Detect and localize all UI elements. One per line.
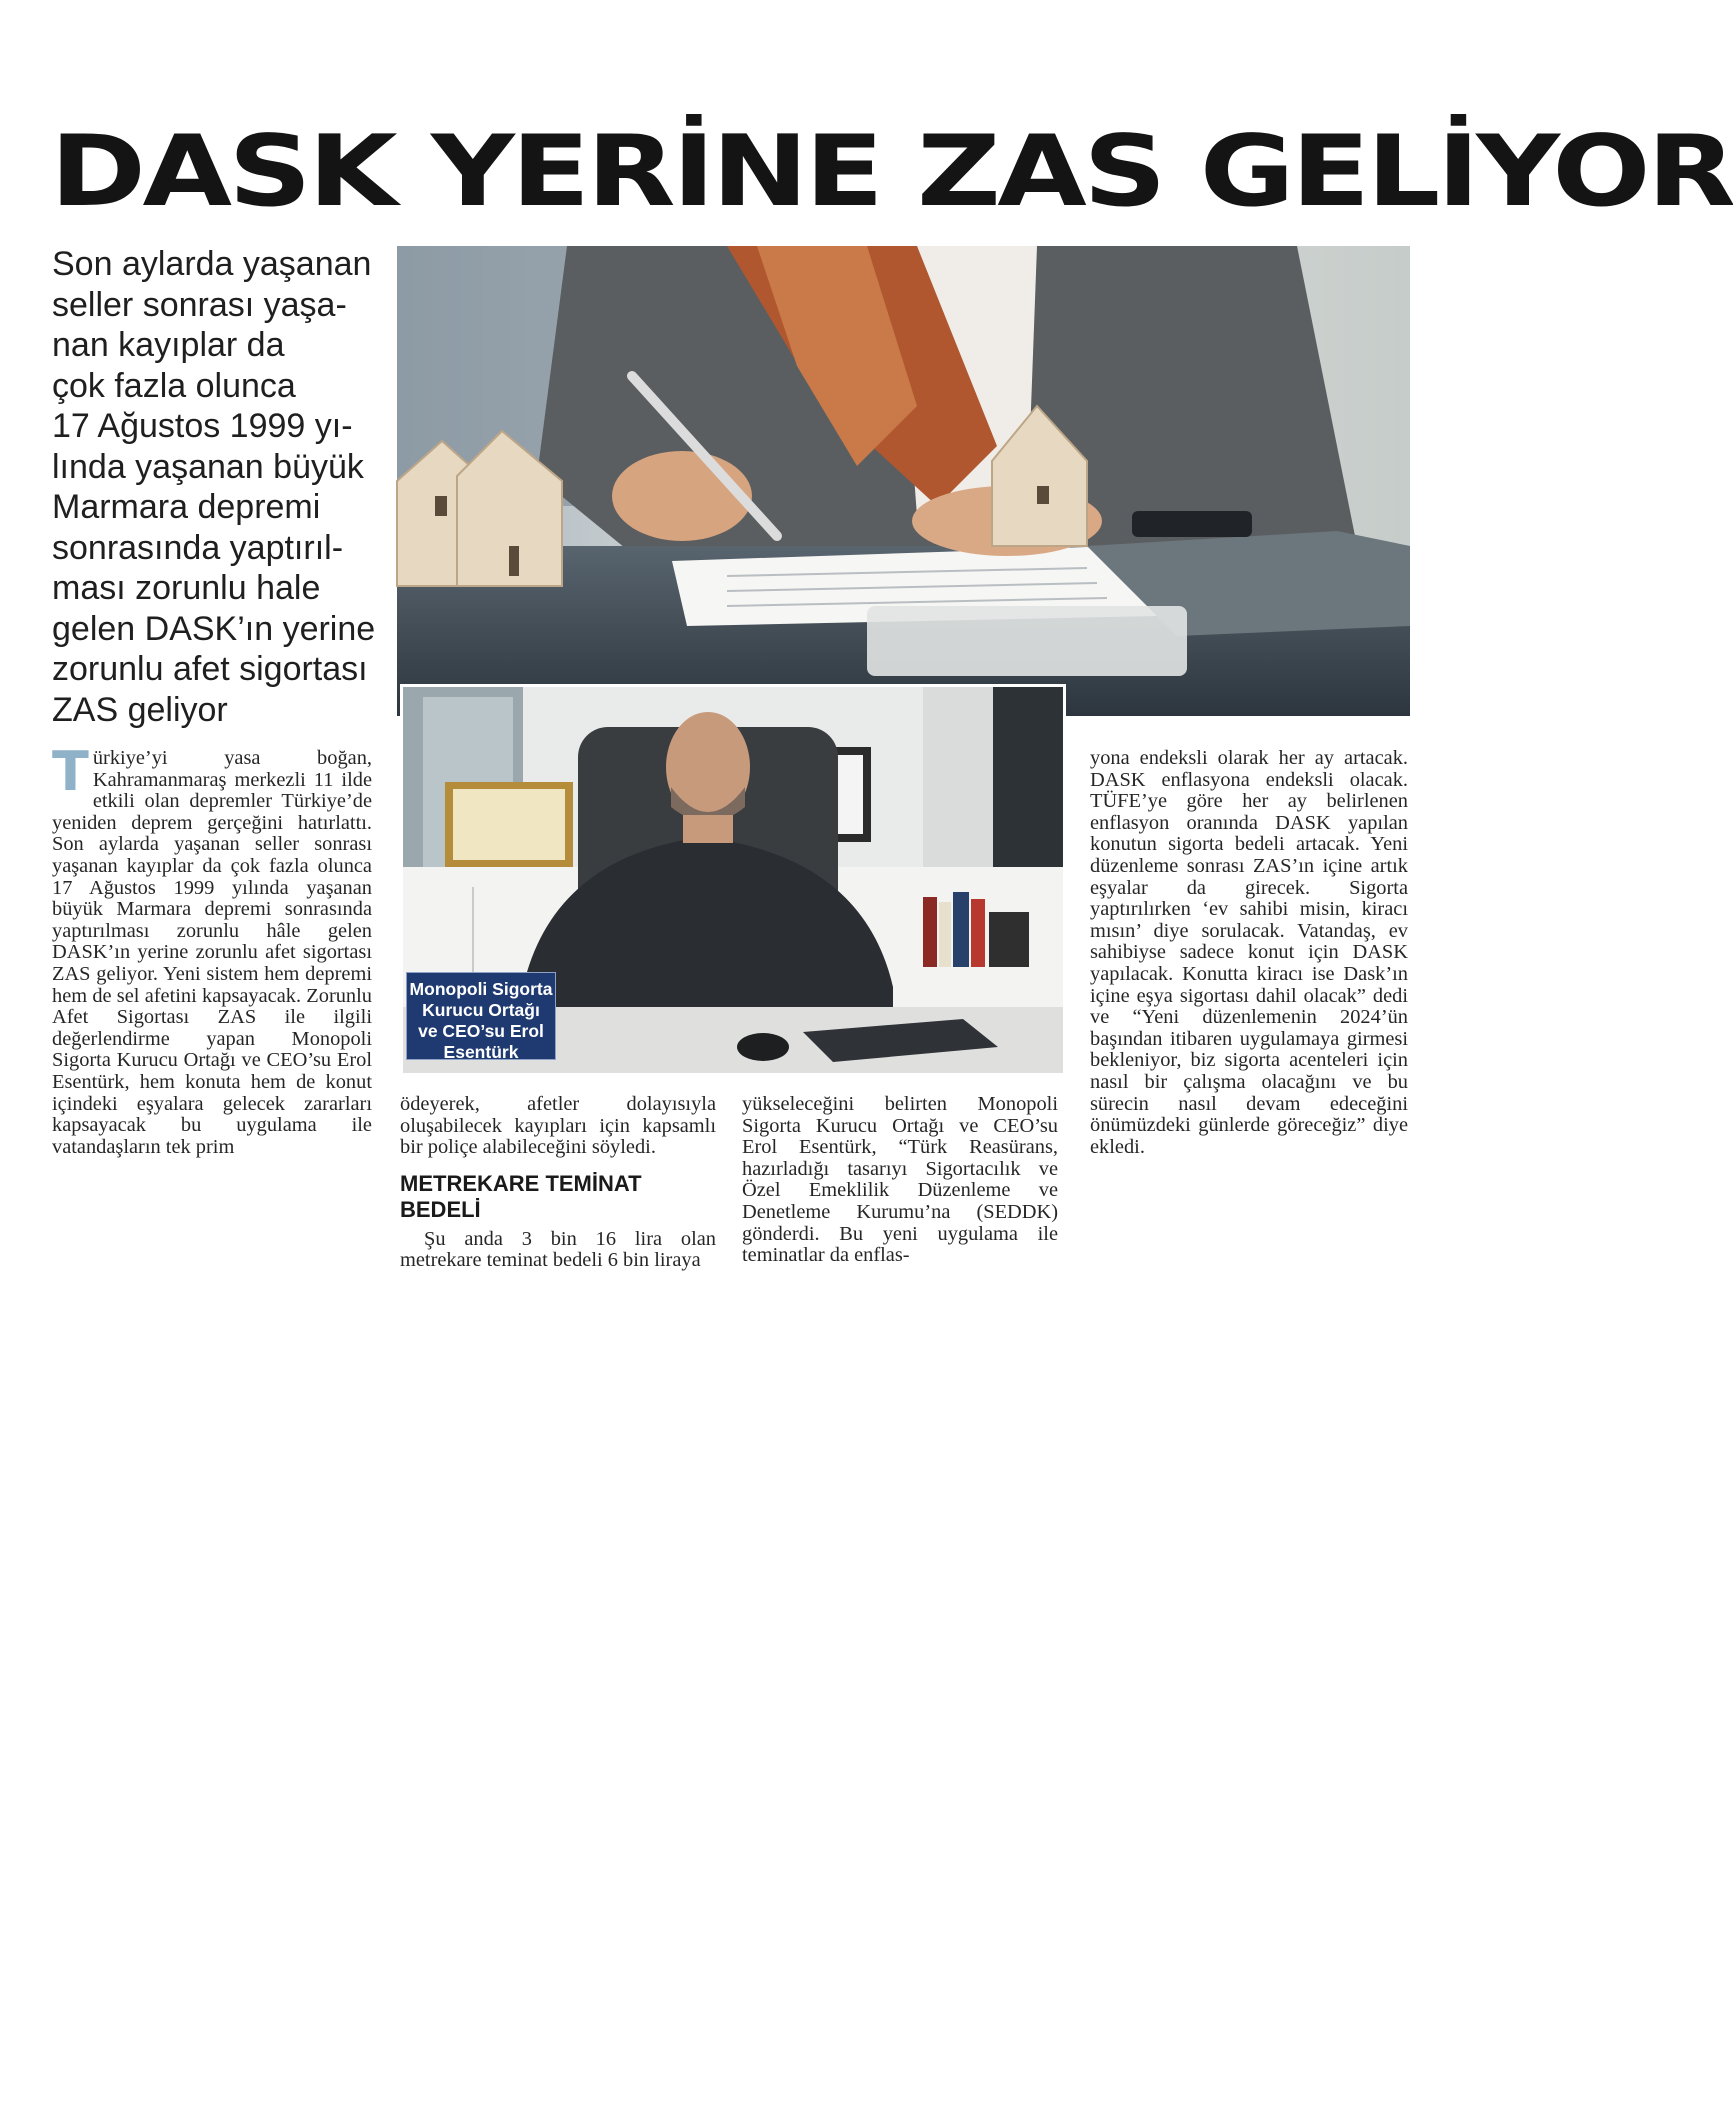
column-text: Şu anda 3 bin 16 lira olan metrekare teminat bedeli 6 bin liraya [400,1227,716,1272]
spot-line: seller sonrası yaşa- [52,285,347,324]
article-column-1 [52,740,372,1158]
photo-caption [406,972,556,1060]
column-text: ürkiye’yi yasa boğan, Kahramanmaraş merkezli 11 ilde etkili olan depremler Türkiye’de yeniden deprem gerçeğini hatırlattı. Son aylarda yaşanan seller sonrası yaşanan kayıplar da çok fazla olunca 17 Ağustos 1999 yılında yaşanan büyük Marmara depremi sonrasında yaptırılması zorunlu hâle gelen DASK’ın yerine zorunlu afet sigortası ZAS geliyor. Yeni sistem hem depremi hem de sel afetini kapsayacak. Zorunlu Afet Sigortası ZAS ile ilgili değerlendirme yapan Monopoli Sigorta Kurucu Ortağı ve CEO’su Erol Esentürk, hem konuta hem de konut içindeki eşyalara gelecek zararları kapsayacak bu uygulama ile vatandaşların tek prim [52,747,372,1158]
contract-signing-photo [397,246,1410,716]
spot-text [52,244,382,730]
spot-line: sonrasında yaptırıl- [52,528,344,567]
caption-line: Monopoli Sigorta [409,979,553,999]
spot-line: ması zorunlu hale [52,569,321,607]
spot-line: çok fazla olunca [52,366,296,405]
column-text: yona endeksli olarak her ay artacak. DASK enflasyona endeksli olacak. TÜFE’ye göre her ay belirlenen enflasyon oranında DASK yapılan konutun sigorta bedeli artacak. Yeni düzenleme sonrası ZAS’ın içine artık eşyalar da girecek. Sigorta yaptırılırken ‘ev sahibi misin, kiracı mısın’ diye sorulacak. Vatandaş, ev sahibiyse sadece konut için DASK yapılacak. Konutta kiracı ise Dask’ın içine eşya sigortası dahil olacak” dedi ve “Yeni düzenlemenin 2024’ün başından itibaren uygulamaya girmesi bekleniyor, biz sigorta acenteleri için nasıl bir çalışma olacağını ve bu sürecin nasıl devam edeceğini önümüzdeki günlerde göreceğiz” diye ekledi. [1090,747,1408,1158]
column-text: yükseleceğini belirten Monopoli Sigorta Kurucu Ortağı ve CEO’su Erol Esentürk, “Türk Reasürans, hazırladığı tasarıyı Sigortacılık ve Özel Emeklilik Düzenleme ve Denetleme Kurumu’na (SEDDK) gönderdi. Bu yeni uygulama ile teminatlar da enflas- [742,1093,1058,1267]
spot-line: 17 Ağustos 1999 yı- [52,407,353,445]
spot-line: zorunlu afet sigortası [52,650,368,688]
spot-line: Marmara depremi [52,488,321,526]
caption-line: Esentürk [443,1042,519,1062]
spot-line: ZAS geliyor [52,690,228,729]
spot-line: Son aylarda yaşanan [52,245,372,283]
column-text: ödeyerek, afetler dolayısıyla oluşabilecek kayıpları için kapsamlı bir poliçe alabileceğini söyledi. [400,1093,716,1159]
caption-line: Kurucu Ortağı [422,1000,540,1020]
spot-line: nan kayıplar da [52,326,285,364]
article-column-3 [742,1094,1058,1267]
article-column-2 [400,1094,716,1272]
drop-cap: T [52,740,89,803]
spot-line: gelen DASK’ın yerine [52,609,376,648]
article-column-4 [1090,748,1408,1158]
spot-line: lında yaşanan büyük [52,447,364,486]
subheading: METREKARE TEMİNAT BEDELİ [400,1170,642,1222]
caption-line: ve CEO’su Erol [418,1021,544,1041]
headline: DASK YERİNE ZAS GELİYOR [50,115,1733,229]
